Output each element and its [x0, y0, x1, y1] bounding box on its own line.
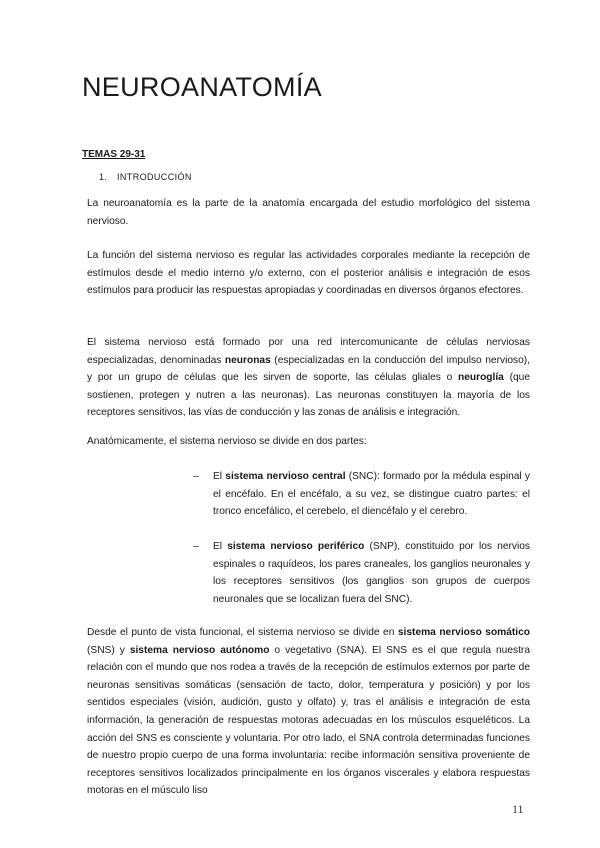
- term-snc: sistema nervioso central: [225, 471, 346, 482]
- section-heading: [99, 172, 192, 182]
- paragraph-anatomical-division: Anatómicamente, el sistema nervioso se divide en dos partes:: [87, 436, 367, 447]
- page-title: NEUROANATOMÍA: [82, 72, 322, 102]
- list-dash: –: [193, 541, 199, 552]
- list-item-snp: [193, 538, 530, 608]
- text-span: (SNC): formado por la médula espinal y el encéfalo. En el encéfalo, a su vez, se distingue cuatro partes: el tronco encefálico, el cerebelo, el diencéfalo y el cerebro.: [213, 471, 530, 518]
- text-span: El: [213, 541, 228, 552]
- term-sns: sistema nervioso somático: [397, 627, 531, 638]
- paragraph-structure: [87, 334, 530, 422]
- term-snp: sistema nervioso periférico: [227, 541, 365, 552]
- term-neuroglia: neuroglía: [458, 372, 504, 384]
- paragraph-function: La función del sistema nervioso es regular las actividades corporales mediante la recepción de estímulos desde el medio interno y/o externo, con el posterior análisis e integración de esos estímulos para producir las respuestas apropiadas y coordinadas en diversos órganos efectores.: [87, 250, 530, 297]
- paragraph-definition: La neuroanatomía es la parte de la anatomía encargada del estudio morfológico del sistema nervioso.: [87, 198, 530, 227]
- text-span: (SNP), constituido por los nervios espinales o raquídeos, los pares craneales, los ganglios neuronales y los receptores sensitivos (los ganglios son grupos de cuerpos neuronales que se localizan fuera del SNC).: [213, 541, 531, 605]
- text-span: El: [213, 471, 226, 482]
- list-item-snc: [193, 468, 530, 521]
- section-label: INTRODUCCIÓN: [117, 172, 192, 182]
- text-span: Desde el punto de vista funcional, el sistema nervioso se divide en: [87, 627, 398, 638]
- section-number: 1.: [99, 172, 108, 182]
- text-span: El sistema nervioso está formado por una red intercomunicante de células nerviosas especializadas, denominadas: [87, 337, 530, 366]
- text-span: o vegetativo (SNA). El SNS es el que regula nuestra relación con el mundo que nos rodea a través de la recepción de estímulos externos por parte de neuronas sensitivas somáticas (sensación de tacto, dolor, temperatura y posición) y por los sentidos especiales (visión, audición, gusto y olfato) y, tras el análisis e integración de esta información, la generación de respuestas motoras adecuadas en los músculos esqueléticos. La acción del SNS es consciente y voluntaria. Por otro lado, el SNA controla determinadas funciones de nuestro propio cuerpo de una forma involuntaria: recibe información sensitiva proveniente de receptores sensitivos localizados principalmente en los órganos viscerales y elabora respuestas motoras en el músculo liso: [87, 644, 530, 797]
- term-sna: sistema nervioso autónomo: [129, 644, 270, 656]
- text-span: (especializadas en la conducción del impulso nervioso), y por un grupo de células que les sirven de soporte, las células gliales o: [87, 354, 530, 384]
- term-neuronas: neuronas: [224, 354, 271, 366]
- topics-heading: TEMAS 29-31: [82, 149, 146, 160]
- text-span: (que sostienen, protegen y nutren a las neuronas). Las neuronas constituyen la mayoría de los receptores sensitivos, las vías de conducción y las zonas de análisis e integración.: [87, 372, 530, 419]
- list-dash: –: [193, 471, 199, 482]
- page-number: 11: [512, 802, 524, 816]
- paragraph-functional-division: [87, 624, 530, 800]
- text-span: (SNS) y: [87, 644, 130, 656]
